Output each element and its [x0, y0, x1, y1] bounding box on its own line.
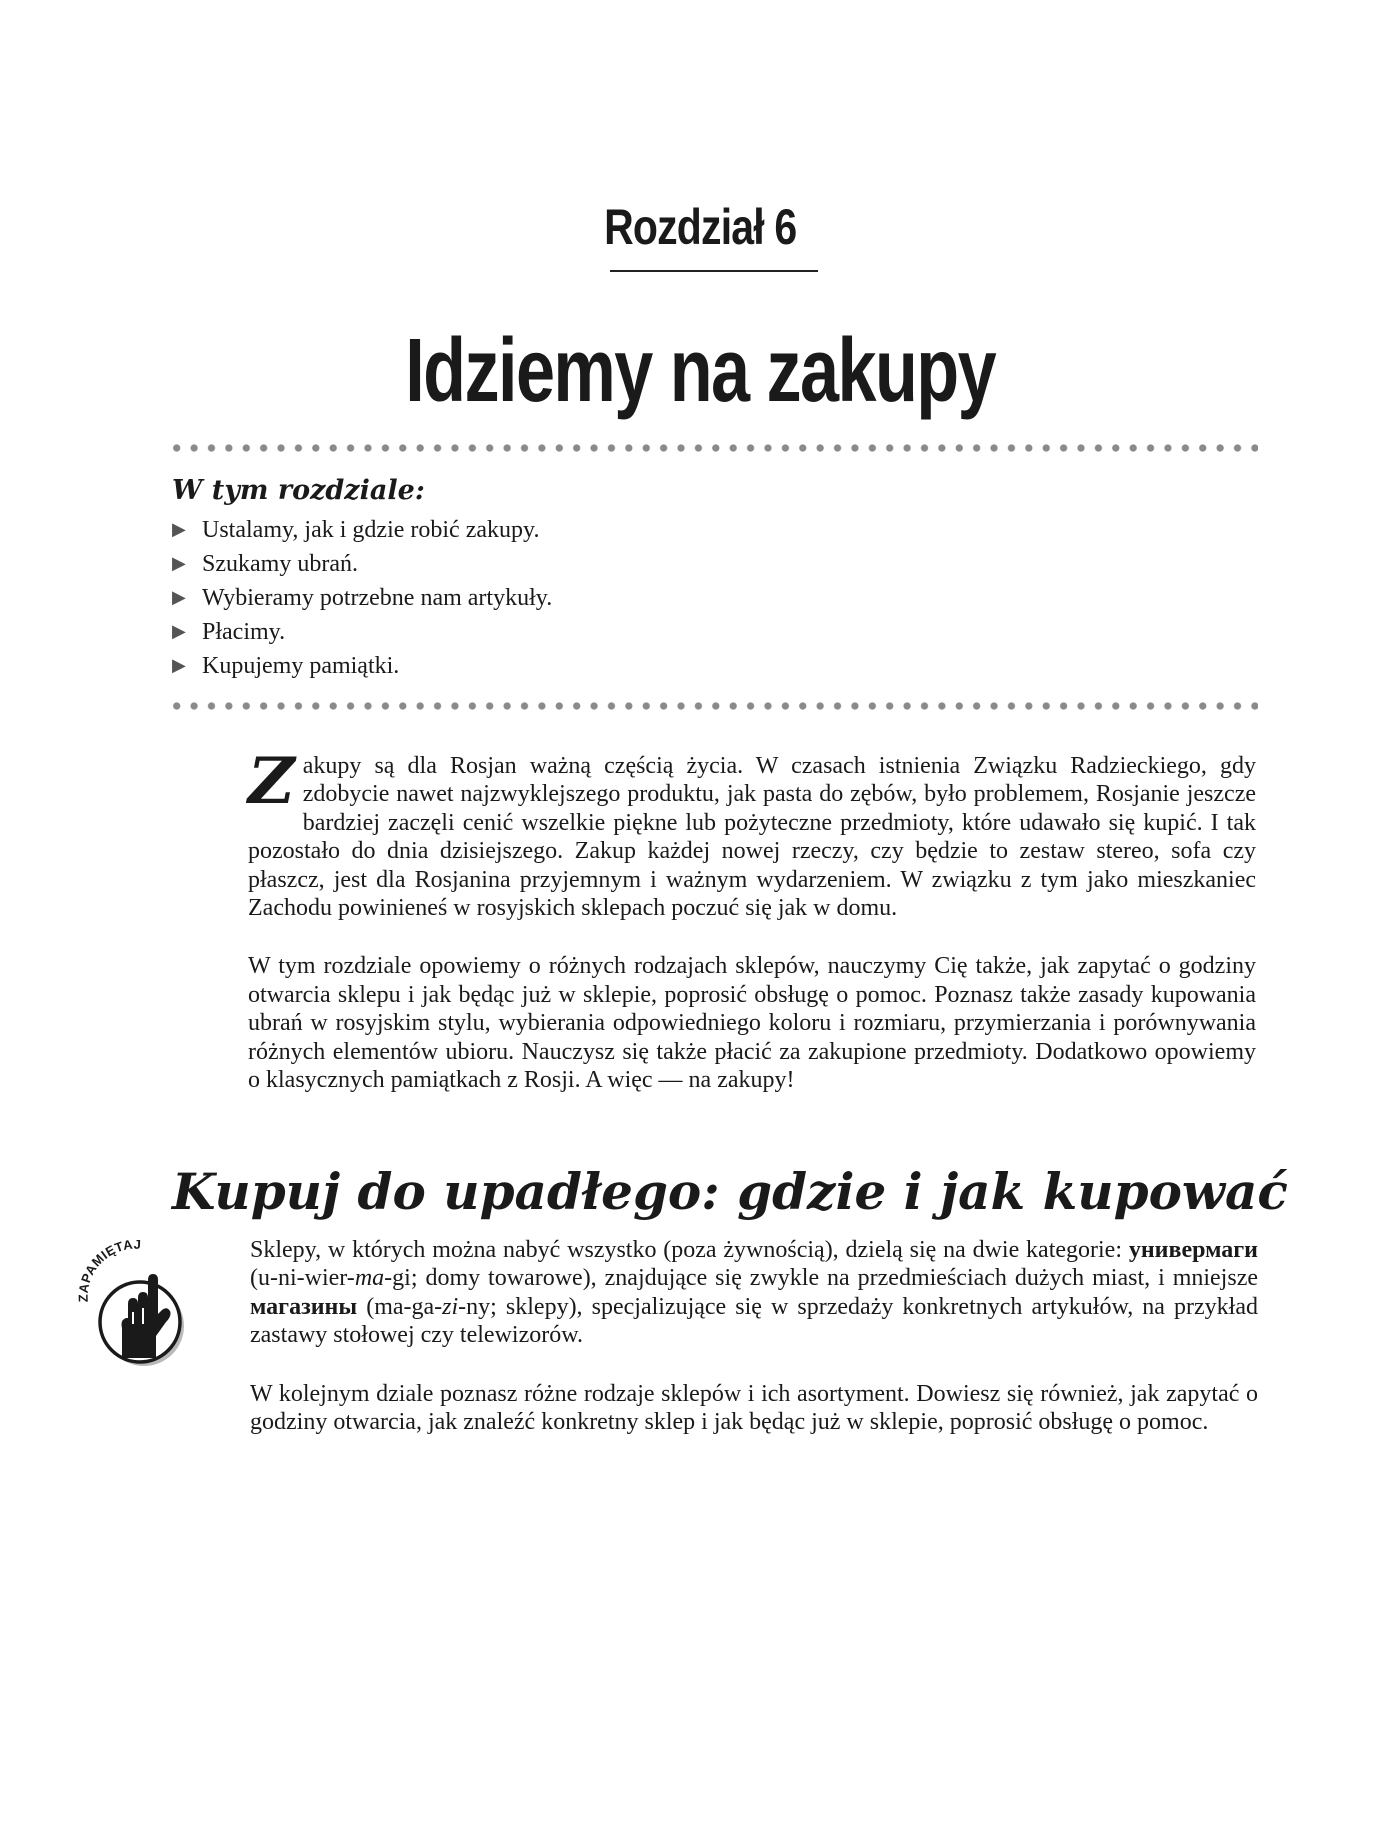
dotted-divider-top	[168, 444, 1258, 452]
section-paragraph-2: W kolejnym dziale poznasz różne rodzaje sklepów i ich asortyment. Dowiesz się również, jak zapytać o godziny otwarcia, jak znaleźć konkretny sklep i jak będąc już w sklepie, poprosić obsługę o pomoc.	[250, 1380, 1258, 1436]
drop-cap: Z	[248, 744, 295, 819]
chapter-number-label: Rozdział 6	[603, 199, 797, 255]
toc-item-text: Szukamy ubrań.	[202, 551, 358, 577]
toc-item-text: Kupujemy pamiątki.	[202, 653, 400, 679]
triangle-right-icon: ▶	[172, 587, 186, 607]
chapter-number	[0, 198, 1400, 256]
intro-paragraph-1	[248, 744, 1256, 922]
toc-list	[172, 512, 1072, 682]
chapter-title-text: Idziemy na zakupy	[405, 321, 995, 421]
toc-item	[172, 546, 1072, 580]
section-p1-text-a: Sklepy, w których można nabyć wszystko (poza żywnością), dzielą się na dwie kategorie:	[250, 1237, 1129, 1263]
chapter-contents-box	[172, 474, 1072, 682]
intro-paragraph-2: W tym rozdziale opowiemy o różnych rodzajach sklepów, nauczymy Cię także, jak zapytać o godziny otwarcia sklepu i jak będąc już w sklepie, poprosić obsługę o pomoc. Poznasz także zasady kupowania ubrań w rosyjskim stylu, wybierania odpowiedniego koloru i rozmiaru, przymierzania i porównywania różnych elementów ubioru. Nauczysz się także płacić za zakupione przedmioty. Dodatkowo opowiemy o klasycznych pamiątkach z Rosji. A więc — na zakupy!	[248, 953, 1256, 1094]
chapter-number-underline	[610, 270, 818, 272]
triangle-right-icon: ▶	[172, 621, 186, 641]
remember-icon-label: ZAPAMIĘTAJ	[75, 1240, 142, 1303]
section-body	[250, 1236, 1258, 1466]
chapter-title	[0, 320, 1400, 423]
russian-term-magaziny: магазины	[250, 1293, 358, 1320]
section-p1-text-e: -ny; sklepy), specjalizujące się w sprzedaży konkretnych artykułów, na przykład zastawy stołowej czy telewizorów.	[250, 1293, 1258, 1349]
triangle-right-icon: ▶	[172, 553, 186, 573]
section-p1-text-c: -gi; domy towarowe), znajdujące się zwykle na przedmieściach dużych miast, i mniejsze	[384, 1265, 1258, 1292]
toc-item-text: Wybieramy potrzebne nam artykuły.	[202, 585, 553, 611]
toc-item	[172, 648, 1072, 682]
stressed-syllable: zi	[442, 1293, 459, 1320]
triangle-right-icon: ▶	[172, 519, 186, 539]
toc-item-text: Płacimy.	[202, 619, 286, 645]
toc-heading: W tym rozdziale:	[172, 475, 425, 506]
toc-item	[172, 512, 1072, 546]
russian-term-univermagi: универмаги	[1128, 1237, 1258, 1263]
chapter-intro	[248, 744, 1256, 1124]
section-p1-text-d: (ma-ga-	[357, 1293, 443, 1320]
toc-item	[172, 580, 1072, 614]
section-p1-text-b: (u-ni-wier-	[250, 1265, 355, 1292]
triangle-right-icon: ▶	[172, 655, 186, 675]
toc-item	[172, 614, 1072, 648]
section-heading: Kupuj do upadłego: gdzie i jak kupować	[172, 1162, 1288, 1221]
dotted-divider-bottom	[168, 702, 1258, 710]
intro-paragraph-1-text: akupy są dla Rosjan ważną częścią życia. W czasach istnienia Związku Radzieckiego, gdy zdobycie nawet najzwyklejszego produktu, jak pasta do zębów, było problemem, Rosjanie jeszcze bardziej zaczęli cenić wszelkie piękne lub pożyteczne przedmioty, które udawało się kupić. I tak pozostało do dnia dzisiejszego. Zakup każdej nowej rzeczy, czy będzie to zestaw stereo, sofa czy płaszcz, jest dla Rosjanina przyjemnym i ważnym wydarzeniem. W związku z tym jako mieszkaniec Zachodu powinieneś w rosyjskich sklepach poczuć się jak w domu.	[248, 753, 1256, 922]
stressed-syllable: ma	[354, 1265, 385, 1292]
pointing-hand-remember-icon	[70, 1240, 202, 1372]
toc-item-text: Ustalamy, jak i gdzie robić zakupy.	[202, 517, 540, 543]
section-paragraph-1	[250, 1236, 1258, 1350]
